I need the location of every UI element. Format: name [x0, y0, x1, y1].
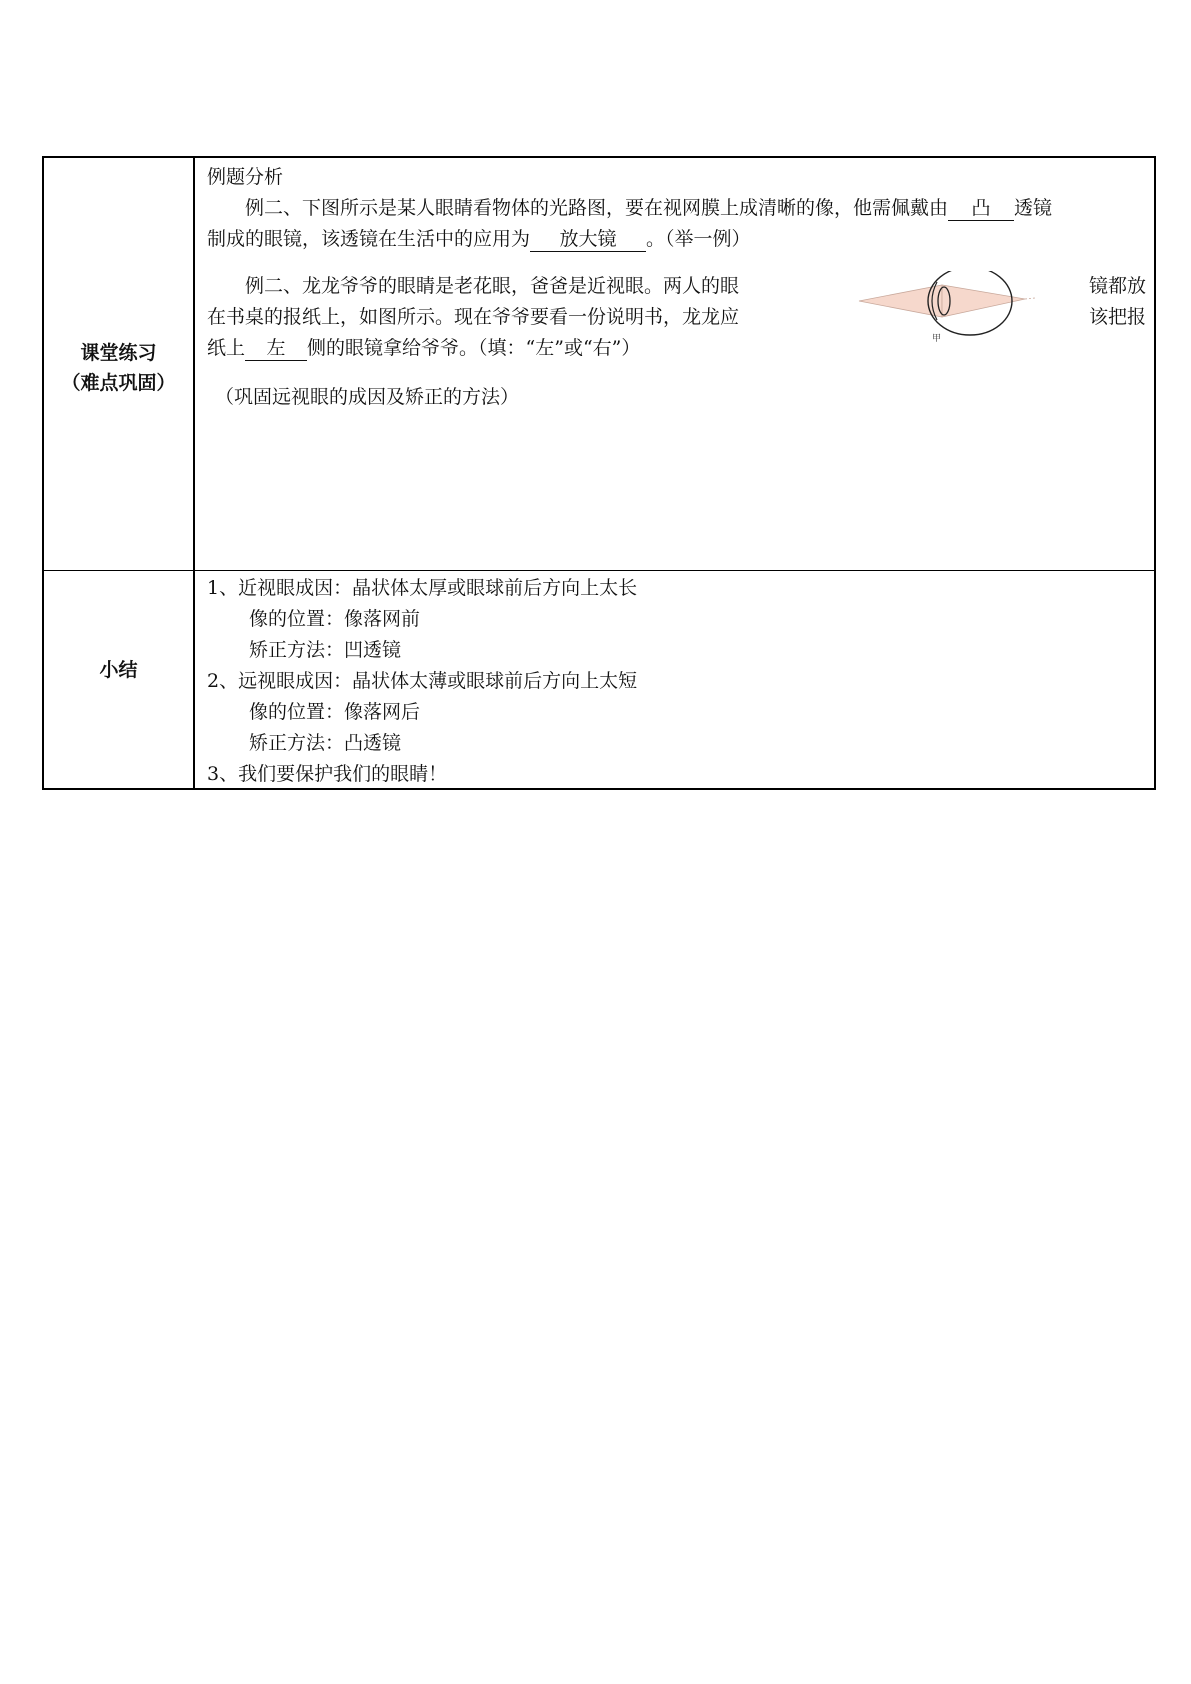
summary-content	[207, 573, 1146, 790]
column-divider	[193, 571, 195, 789]
text-span: 。（举一例）	[646, 228, 751, 250]
text-span: 例二、下图所示是某人眼睛看物体的光路图，要在视网膜上成清晰的像，他需佩戴由	[245, 197, 949, 219]
practice-content	[207, 162, 1146, 413]
summary-item: 矫正方法：凸透镜	[249, 732, 402, 754]
row-label-line: （难点巩固）	[61, 372, 176, 394]
example2-block	[207, 271, 1146, 367]
table-row-summary	[44, 570, 1154, 789]
table-row-practice	[44, 158, 1154, 571]
row-label-summary: 小结	[99, 659, 138, 681]
example2-line2: 在书桌的报纸上，如图所示。现在爷爷要看一份说明书，龙龙应	[207, 306, 740, 328]
text-span: 侧的眼镜拿给爷爷。（填：“左”或“右”）	[307, 337, 641, 359]
answer-blank: 左	[245, 336, 307, 361]
example1-line2	[207, 224, 1146, 255]
text-span: 透镜	[1014, 197, 1053, 219]
section-heading: 例题分析	[207, 166, 284, 188]
answer-blank: 凸	[948, 196, 1014, 221]
example2-line2-right: 该把报	[1088, 306, 1146, 328]
text-span: 纸上	[207, 337, 246, 359]
summary-item: 3、我们要保护我们的眼睛！	[207, 763, 448, 785]
figure-label: 甲	[932, 334, 942, 344]
lesson-table	[42, 156, 1156, 790]
eye-ray-diagram	[857, 271, 1057, 345]
example2-line3	[207, 333, 640, 364]
column-divider	[193, 158, 195, 571]
focus-extension	[1025, 298, 1035, 299]
summary-item: 2、远视眼成因：晶状体太薄或眼球前后方向上太短	[207, 670, 638, 692]
row-label-line: 课堂练习	[80, 342, 157, 364]
summary-item: 像的位置：像落网前	[249, 608, 421, 630]
summary-item: 矫正方法：凹透镜	[249, 639, 402, 661]
summary-item: 1、近视眼成因：晶状体太厚或眼球前后方向上太长	[207, 577, 638, 599]
summary-item: 像的位置：像落网后	[249, 701, 421, 723]
row-label-practice	[44, 338, 193, 398]
example2-line1-right: 镜都放	[1088, 275, 1146, 297]
example2-line1: 例二、龙龙爷爷的眼睛是老花眼，爸爸是近视眼。两人的眼	[245, 275, 740, 297]
answer-blank: 放大镜	[530, 227, 646, 252]
practice-note: （巩固远视眼的成因及矫正的方法）	[215, 386, 520, 408]
text-span: 制成的眼镜，该透镜在生活中的应用为	[207, 228, 531, 250]
example1-line1	[207, 193, 1146, 224]
